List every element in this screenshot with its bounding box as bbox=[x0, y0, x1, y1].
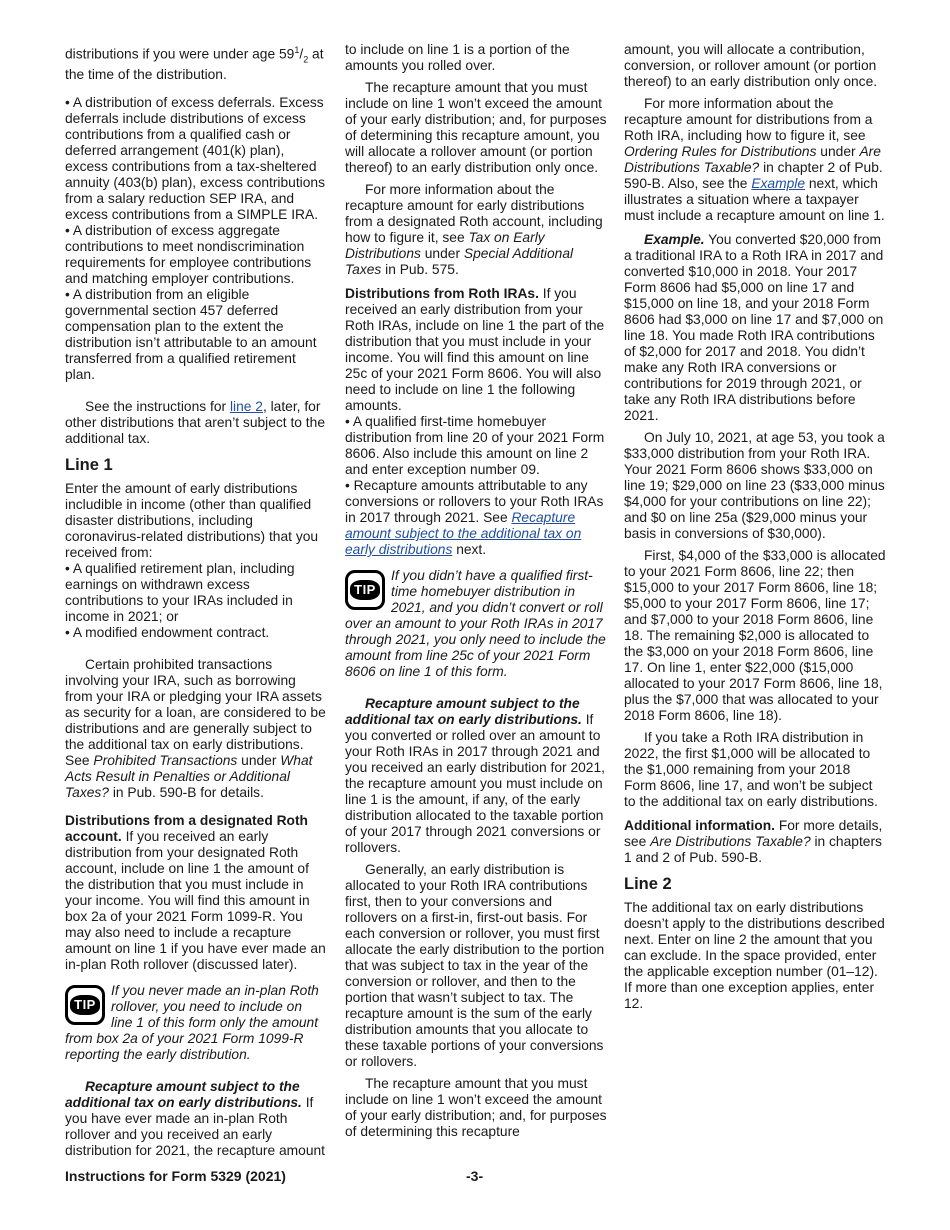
paragraph-first-allocation: First, $4,000 of the $33,000 is allocated to your 2021 Form 8606, line 22; then $15,000 to your 2017 Form 8606, line 18; $5,000 to your 2017 Form 8606, line 17; and $7,000 to your 2018 Form 8606, line 18. The remaining $2,000 is allocated to the $3,000 on your 2018 Form 8606, line 17. On line 1, enter $22,000 ($15,000 allocated to your 2017 Form 8606, line 18, plus the $7,000 that was allocated to your 2018 Form 8606, line 18). bbox=[624, 548, 886, 723]
tip-text: If you never made an in-plan Roth rollover, you need to include on line 1 of this form only the amount from box 2a of your 2021 Form 1099-R reporting the early distribution. bbox=[65, 983, 319, 1063]
paragraph-line-2: The additional tax on early distributions doesn’t apply to the distributions described next. Enter on line 2 the amount that you can exclude. In the space provided, enter the applicable exception number (01–12). If more than one exception applies, enter 12. bbox=[624, 900, 885, 1011]
tip-box-2 bbox=[345, 568, 607, 680]
heading-line-2: Line 2 bbox=[624, 875, 672, 893]
bullet-homebuyer: • A qualified first-time homebuyer distribution from line 20 of your 2021 Form 8606. Also include this amount on line 2 and enter exception number 09. bbox=[345, 414, 605, 477]
link-example[interactable]: Example bbox=[751, 176, 806, 191]
link-recapture-amount[interactable]: Recapture amount subject to the additional tax on early distributions bbox=[345, 510, 582, 557]
paragraph-allocate-once: amount, you will allocate a contribution, conversion, or rollover amount (or portion thereof) to an early distribution only once. bbox=[624, 42, 878, 89]
column-2 bbox=[345, 42, 607, 1146]
heading-line-1: Line 1 bbox=[65, 456, 113, 475]
paragraph-age-59: distributions if you were under age $59^1/_2$ at the time of the distribution. bbox=[65, 45, 324, 83]
bullet-excess-aggregate: • A distribution of excess aggregate contributions to meet nondiscrimination requirements for employee contributions and matching employer contributions. bbox=[65, 223, 312, 287]
paragraph-rolled-over: to include on line 1 is a portion of the amounts you rolled over. bbox=[345, 42, 570, 73]
tip-icon: TIP bbox=[65, 985, 105, 1025]
paragraph-generally: Generally, an early distribution is allocated to your Roth IRA contributions first, then to your conversions and rollovers on a first-in, first-out basis. For each conversion or rollover, you must first allocate the early distribution to the portion that was subject to tax in the year of the conversion or rollover, and then to the portion that wasn’t subject to tax. The recapture amount is the sum of the early distribution amounts that you allocate to these taxable portions of your conversions or rollovers. bbox=[345, 862, 605, 1069]
paragraph-more-info-590b: For more information about the recapture amount for distributions from a Roth IRA, including how to figure it, see Ordering Rules for Distributions under Are Distributions Taxable? in chapter 2 of Pub. 590-B. Also, see the Example next, which illustrates a situation where a taxpayer must include a recapture amount on line 1. bbox=[624, 96, 885, 223]
bullet-recapture-amounts: • Recapture amounts attributable to any conversions or rollovers to your Roth IRAs in 2017 through 2021. See Recapture amount subject to the additional tax on early distributions next. bbox=[345, 478, 604, 557]
paragraph-roth-iras: Distributions from Roth IRAs. If you received an early distribution from your Roth IRAs, include on line 1 the part of the distribution that you must include in your income. You will find this amount on line 25c of your 2021 Form 8606. You will also need to include on line 1 the following amounts. bbox=[345, 286, 605, 413]
paragraph-more-info-575: For more information about the recapture amount for early distributions from a designated Roth account, including how to figure it, see Tax on Early Distributions under Special Additional Taxes in Pub. 575. bbox=[345, 182, 603, 277]
paragraph-recapture-1: Recapture amount subject to the additional tax on early distributions. If you have ever made an in-plan Roth rollover and you received an early distribution for 2021, the recapture amount bbox=[65, 1079, 325, 1159]
paragraph-july-10: On July 10, 2021, at age 53, you took a $33,000 distribution from your Roth IRA. Your 2021 Form 8606 shows $33,000 on line 19; $29,000 on line 23 ($33,000 minus $4,000 for your contributions on line 22); and $0 on line 25a ($29,000 minus your basis in conversions of $30,000). bbox=[624, 430, 885, 541]
bullet-endowment: • A modified endowment contract. bbox=[65, 625, 270, 641]
column-3 bbox=[624, 42, 886, 1018]
paragraph-see-line-2: See the instructions for line 2, later, for other distributions that aren’t subject to the additional tax. bbox=[65, 399, 325, 447]
footer-page-number: -3- bbox=[466, 1168, 484, 1184]
bullet-section-457: • A distribution from an eligible governmental section 457 deferred compensation plan to the extent the distribution isn’t attributable to an amount transferred from a qualified retirement plan. bbox=[65, 287, 317, 383]
paragraph-recapture-2: Recapture amount subject to the additional tax on early distributions. If you converted or rolled over an amount to your Roth IRAs in 2017 through 2021 and you received an early distribution for 2021, the recapture amount you must include on line 1 is the amount, if any, of the early distribution allocated to the taxable portion of your 2017 through 2021 conversions or rollovers. bbox=[345, 696, 605, 855]
bullet-qualified-plan: • A qualified retirement plan, including earnings on withdrawn excess contributions to your IRAs included in income in 2021; or bbox=[65, 561, 295, 625]
paragraph-recapture-limit-2: The recapture amount that you must include on line 1 won’t exceed the amount of your early distribution; and, for purposes of determining this recapture bbox=[345, 1076, 607, 1139]
paragraph-recapture-limit: The recapture amount that you must include on line 1 won’t exceed the amount of your early distribution; and, for purposes of determining this recapture amount, you will allocate a rollover amount (or portion thereof) to an early distribution only once. bbox=[345, 80, 607, 175]
link-line-2[interactable]: line 2 bbox=[229, 399, 263, 415]
column-1 bbox=[65, 42, 327, 1165]
paragraph-line-1: Enter the amount of early distributions includible in income (other than qualified disaster distributions, including coronavirus-related distributions) that you received from: bbox=[65, 481, 319, 561]
paragraph-additional-info: Additional information. For more details, see Are Distributions Taxable? in chapters 1 and 2 of Pub. 590-B. bbox=[624, 818, 883, 865]
paragraph-example: Example. You converted $20,000 from a traditional IRA to a Roth IRA in 2017 and converted $10,000 in 2018. Your 2017 Form 8606 had $5,000 on line 17 and $15,000 on line 18, and your 2018 Form 8606 had $3,000 on line 17 and $7,000 on line 18. You made Roth IRA contributions of $2,000 for 2017 and 2018. You didn’t make any Roth IRA conversions or contributions for 2019 through 2021, or take any Roth IRA distributions before 2021. bbox=[624, 232, 884, 423]
tip-icon: TIP bbox=[345, 570, 385, 610]
tip-text: If you didn’t have a qualified first-time homebuyer distribution in 2021, and you didn’t convert or roll over an amount to your Roth IRAs in 2017 through 2021, you only need to include the amount from line 25c of your 2021 Form 8606 on line 1 of this form. bbox=[345, 568, 606, 679]
footer-form-title: Instructions for Form 5329 (2021) bbox=[65, 1168, 286, 1184]
paragraph-2022: If you take a Roth IRA distribution in 2022, the first $1,000 will be allocated to the $1,000 remaining from your 2018 Form 8606, line 17, and won’t be subject to the additional tax on early distributions. bbox=[624, 730, 878, 809]
bullet-excess-deferrals: • A distribution of excess deferrals. Excess deferrals include distributions of excess contributions from a qualified cash or deferred arrangement (401(k) plan), excess contributions from a tax-sheltered annuity (403(b) plan), excess contributions from a salary reduction SEP IRA, and excess contributions from a SIMPLE IRA. bbox=[65, 95, 325, 223]
tip-box-1 bbox=[65, 983, 327, 1063]
paragraph-designated-roth: Distributions from a designated Roth account. If you received an early distribution from your designated Roth account, include on line 1 the amount of the distribution that you must include in your income. You will find this amount in box 2a of your 2021 Form 1099-R. You may also need to include a recapture amount on line 1 if you have ever made an in-plan Roth rollover (discussed later). bbox=[65, 813, 326, 973]
paragraph-prohibited: Certain prohibited transactions involving your IRA, such as borrowing from your IRA or pledging your IRA assets as security for a loan, are considered to be distributions and are generally subject to the additional tax on early distributions. See Prohibited Transactions under What Acts Result in Penalties or Additional Taxes? in Pub. 590-B for details. bbox=[65, 657, 326, 801]
